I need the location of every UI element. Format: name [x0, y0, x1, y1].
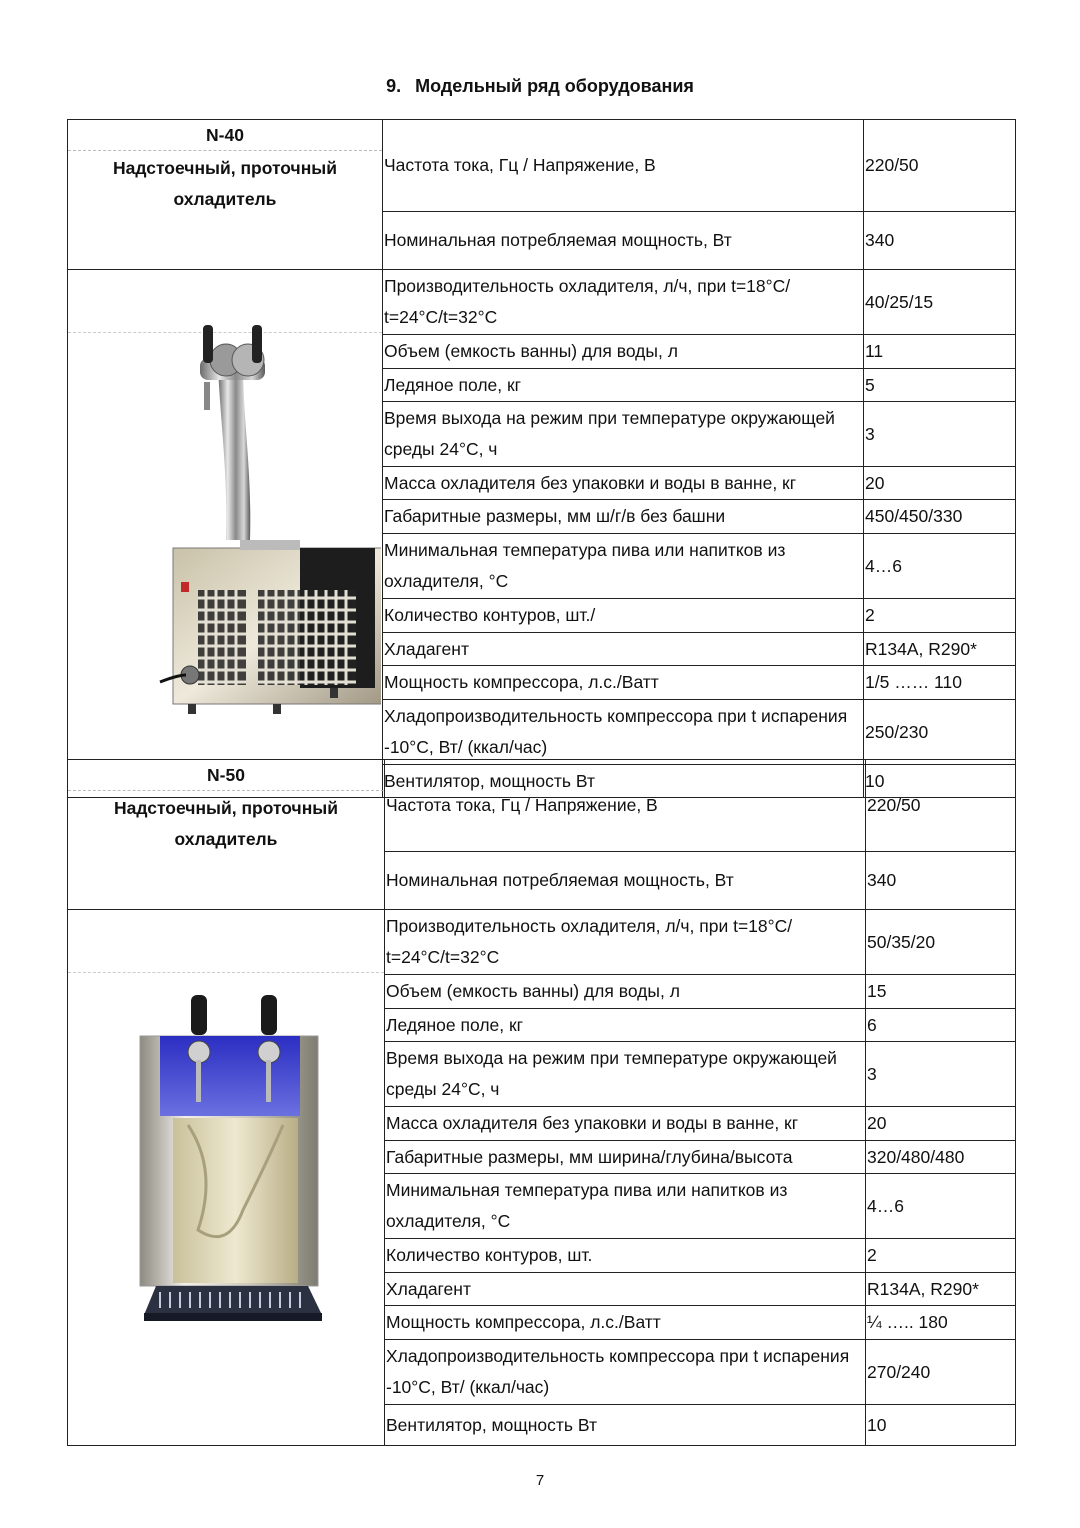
spec-param: Объем (емкость ванны) для воды, л — [385, 975, 866, 1009]
spec-table-n50 — [67, 759, 1016, 1446]
page-number: 7 — [535, 1472, 545, 1489]
spec-value: 3 — [864, 402, 1016, 467]
spec-value: R134A, R290* — [866, 1273, 1016, 1306]
spec-value: 320/480/480 — [866, 1141, 1016, 1174]
spec-value: 10 — [864, 765, 1016, 798]
cooler-n50-image — [68, 910, 383, 1445]
spec-param: Время выхода на режим при температуре окружающей среды 24°С, ч — [385, 1042, 866, 1107]
spec-param: Производительность охладителя, л/ч, при t=18°С/ t=24°С/t=32°С — [383, 270, 864, 335]
spec-value: ¼ ….. 180 — [866, 1306, 1016, 1340]
spec-param: Хладопроизводительность компрессора при t испарения -10°С, Вт/ (ккал/час) — [385, 1340, 866, 1405]
spec-param: Мощность компрессора, л.с./Ватт — [383, 666, 864, 700]
section-title: Модельный ряд оборудования — [415, 76, 694, 96]
spec-param: Минимальная температура пива или напитков из охладителя, °С — [383, 534, 864, 599]
model-name: N-50 — [68, 760, 384, 791]
section-heading — [0, 74, 1080, 98]
model-header-cell — [68, 120, 383, 270]
spec-value: 10 — [866, 1405, 1016, 1446]
spec-param: Масса охладителя без упаковки и воды в ванне, кг — [385, 1107, 866, 1141]
spec-value: 20 — [866, 1107, 1016, 1141]
spec-param: Время выхода на режим при температуре окружающей среды 24°С, ч — [383, 402, 864, 467]
spec-param: Хладагент — [383, 633, 864, 666]
spec-param: Ледяное поле, кг — [385, 1009, 866, 1042]
spec-param: Масса охладителя без упаковки и воды в ванне, кг — [383, 467, 864, 500]
spec-value: R134A, R290* — [864, 633, 1016, 666]
spec-param: Вентилятор, мощность Вт — [383, 765, 864, 798]
spec-value: 4…6 — [864, 534, 1016, 599]
spec-param: Количество контуров, шт./ — [383, 599, 864, 633]
model-name: N-40 — [68, 120, 382, 151]
spec-param: Объем (емкость ванны) для воды, л — [383, 335, 864, 369]
spec-value: 220/50 — [864, 120, 1016, 212]
spec-param: Номинальная потребляемая мощность, Вт — [383, 212, 864, 270]
spec-value: 5 — [864, 369, 1016, 402]
spec-param: Ледяное поле, кг — [383, 369, 864, 402]
spec-value: 15 — [866, 975, 1016, 1009]
spec-value: 11 — [864, 335, 1016, 369]
spec-param: Габаритные размеры, мм ширина/глубина/высота — [385, 1141, 866, 1174]
model-header-cell — [68, 760, 385, 910]
spec-param: Хладопроизводительность компрессора при t испарения -10°С, Вт/ (ккал/час) — [383, 700, 864, 765]
spec-value: 270/240 — [866, 1340, 1016, 1405]
spec-param: Минимальная температура пива или напитков из охладителя, °С — [385, 1174, 866, 1239]
product-image-cell — [68, 910, 385, 1446]
spec-value: 4…6 — [866, 1174, 1016, 1239]
spec-param: Вентилятор, мощность Вт — [385, 1405, 866, 1446]
spec-value: 50/35/20 — [866, 910, 1016, 975]
spec-value: 40/25/15 — [864, 270, 1016, 335]
spec-param: Габаритные размеры, мм ш/г/в без башни — [383, 500, 864, 534]
section-number: 9. — [386, 76, 402, 96]
spec-value: 220/50 — [866, 760, 1016, 852]
spec-param: Производительность охладителя, л/ч, при t=18°С/ t=24°С/t=32°С — [385, 910, 866, 975]
spec-value: 3 — [866, 1042, 1016, 1107]
spec-param: Частота тока, Гц / Напряжение, В — [383, 120, 864, 212]
spec-param: Хладагент — [385, 1273, 866, 1306]
spec-param: Частота тока, Гц / Напряжение, В — [385, 760, 866, 852]
spec-param: Мощность компрессора, л.с./Ватт — [385, 1306, 866, 1340]
spec-value: 340 — [866, 852, 1016, 910]
spec-value: 6 — [866, 1009, 1016, 1042]
spec-value: 450/450/330 — [864, 500, 1016, 534]
model-description: Надстоечный, проточный охладитель — [112, 158, 337, 209]
spec-param: Номинальная потребляемая мощность, Вт — [385, 852, 866, 910]
spec-table-n40 — [67, 119, 1016, 798]
spec-param: Количество контуров, шт. — [385, 1239, 866, 1273]
spec-value: 340 — [864, 212, 1016, 270]
cooler-n40-image — [68, 270, 381, 798]
model-description: Надстоечный, проточный охладитель — [113, 798, 338, 849]
spec-value: 250/230 — [864, 700, 1016, 765]
spec-value: 1/5 …… 110 — [864, 666, 1016, 700]
spec-value: 2 — [866, 1239, 1016, 1273]
spec-value: 2 — [864, 599, 1016, 633]
spec-value: 20 — [864, 467, 1016, 500]
product-image-cell — [68, 270, 383, 798]
